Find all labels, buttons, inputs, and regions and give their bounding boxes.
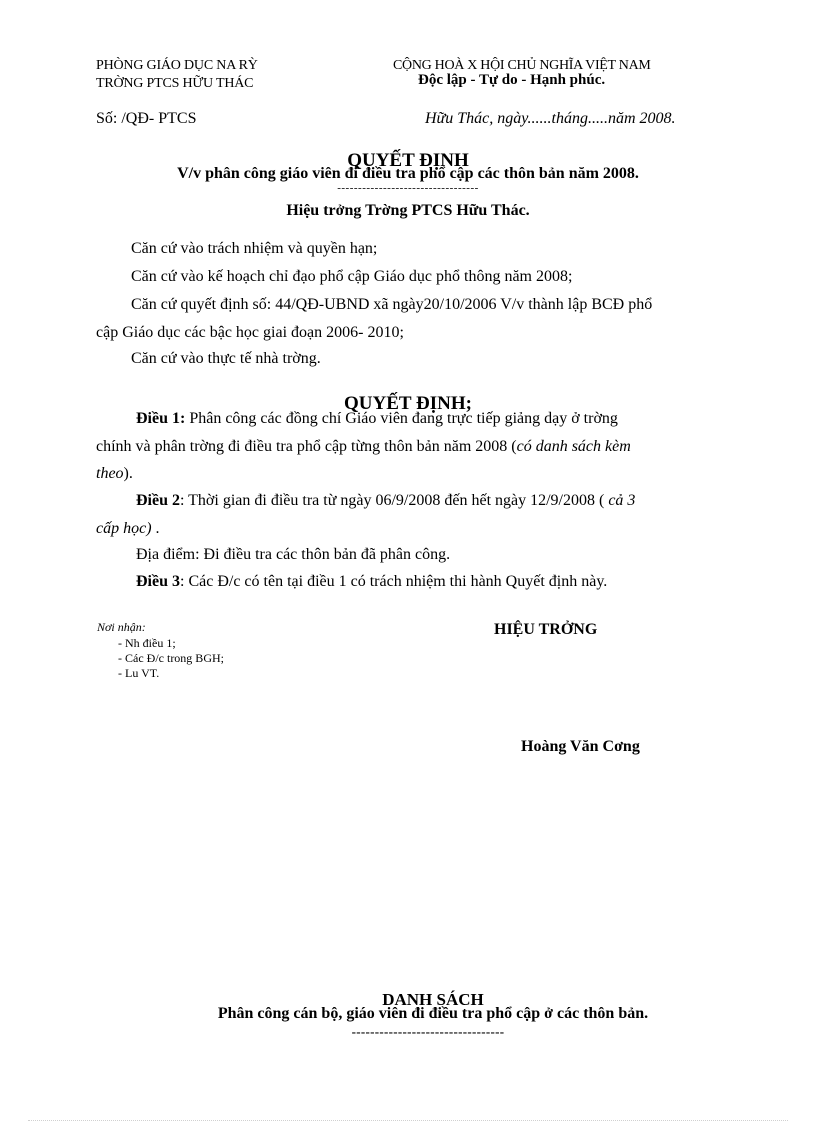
signatory-title: HIỆU TRỞNG [494, 621, 598, 638]
article-3-label: Điều 3 [136, 573, 180, 590]
legal-basis-1: Căn cứ vào trách nhiệm và quyền hạn; [131, 240, 378, 257]
legal-basis-3-continued: cập Giáo dục các bậc học giai đoạn 2006- 2010; [96, 324, 404, 341]
document-title: QUYẾT ĐỊNH [347, 150, 469, 171]
document-number: Số: /QĐ- PTCS [96, 110, 197, 127]
national-title: CỘNG HOÀ X HỘI CHỦ NGHĨA VIỆT NAM [393, 58, 651, 73]
legal-basis-3: Căn cứ quyết định số: 44/QĐ-UBND xã ngày20/10/2006 V/v thành lập BCĐ phổ [131, 296, 653, 313]
list-title: DANH SÁCH [382, 990, 484, 1009]
national-motto: Độc lập - Tự do - Hạnh phúc. [418, 72, 606, 88]
legal-basis-2: Căn cứ vào kế hoạch chỉ đạo phổ cập Giáo dục phổ thông năm 2008; [131, 268, 573, 285]
article-3 [136, 573, 607, 591]
article-2-continued [96, 520, 160, 538]
signatory-name: Hoàng Văn Cơng [521, 738, 640, 755]
recipient-item: - Lu VT. [118, 666, 160, 680]
place-date: Hữu Thác, ngày......tháng.....năm 2008. [425, 110, 676, 127]
recipient-item: - Nh điều 1; [118, 636, 176, 650]
article-2-label: Điều 2 [136, 492, 180, 509]
article-1-continued [96, 438, 631, 456]
article-3-text: : Các Đ/c có tên tại điều 1 có trách nhiệm thi hành Quyết định này. [180, 573, 608, 590]
school-department: PHÒNG GIÁO DỤC NA RỲ [96, 58, 258, 73]
article-2-scope-note: cả 3 [604, 492, 636, 509]
article-1-label: Điều 1: [136, 410, 186, 427]
article-1-end [96, 465, 133, 483]
list-subtitle: Phân công cán bộ, giáo viên đi điều tra phổ cập ở các thôn bản. [217, 1005, 649, 1022]
document-subject: V/v phân công giáo viên đi điều tra phổ cập các thôn bản năm 2008. [177, 165, 639, 182]
school-name: TRỜNG PTCS HỮU THÁC [96, 76, 254, 91]
list-divider: --------------------------------- [351, 1024, 505, 1039]
article-1-closing: ). [123, 465, 133, 482]
page-bottom-border [28, 1120, 788, 1121]
article-1 [136, 410, 618, 428]
location-note: Địa điểm: Đi điều tra các thôn bản đã phân công. [136, 546, 451, 563]
title-divider: ---------------------------------- [337, 182, 479, 194]
article-2-closing: . [151, 520, 160, 537]
article-1-attachment-note-end: theo [96, 465, 124, 482]
recipient-item: - Các Đ/c trong BGH; [118, 651, 224, 665]
article-1-attachment-note: có danh sách kèm [516, 438, 631, 455]
article-1-cont-text: chính và phân trờng đi điều tra phổ cập từng thôn bản năm 2008 ( [96, 438, 517, 455]
legal-basis-4: Căn cứ vào thực tế nhà trờng. [131, 350, 321, 367]
issuing-authority: Hiệu trởng Trờng PTCS Hữu Thác. [286, 202, 530, 219]
article-2-text: : Thời gian đi điều tra từ ngày 06/9/2008 đến hết ngày 12/9/2008 ( [180, 492, 605, 509]
decision-heading: QUYẾT ĐỊNH; [344, 393, 472, 414]
recipients-title: Nơi nhận: [97, 620, 146, 634]
article-2 [136, 492, 635, 510]
article-2-scope-note-end: cấp học) [96, 520, 152, 537]
article-1-text: Phân công các đồng chí Giáo viên đang trực tiếp giảng dạy ở trờng [185, 410, 618, 427]
